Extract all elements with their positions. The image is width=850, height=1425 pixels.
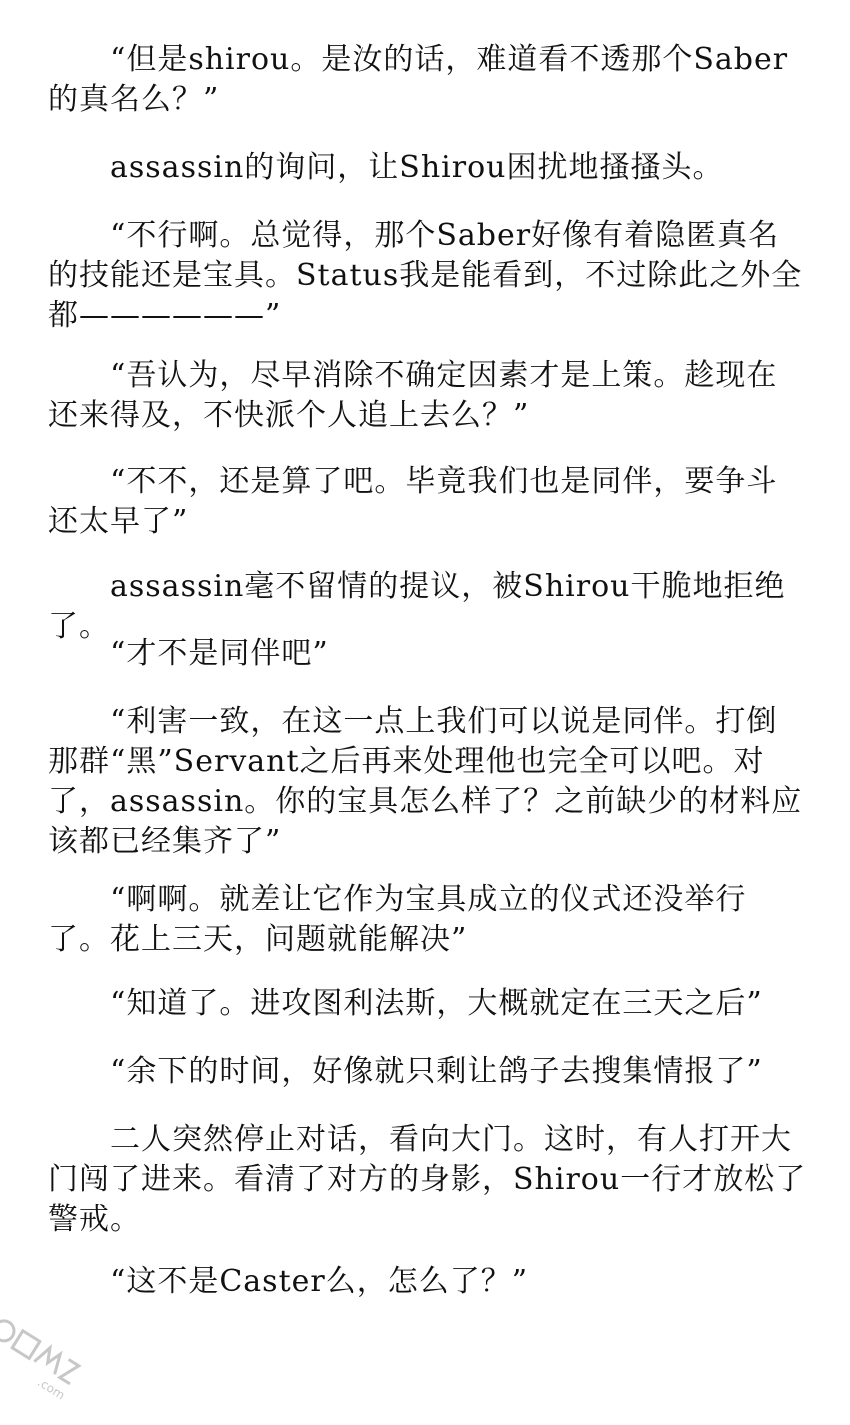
paragraph-13: “这不是Caster么，怎么了？” bbox=[110, 1264, 529, 1299]
paragraph-4: “吾认为，尽早消除不确定因素才是上策。趁现在还来得及，不快派个人追上去么？” bbox=[48, 358, 778, 433]
paragraph-7: “才不是同伴吧” bbox=[110, 636, 329, 671]
watermark-suffix: .com bbox=[35, 1374, 68, 1403]
paragraph-11: “余下的时间，好像就只剩让鸽子去搜集情报了” bbox=[110, 1054, 763, 1089]
watermark-icon bbox=[0, 1298, 110, 1421]
watermark-logo bbox=[0, 1298, 110, 1421]
paragraph-1: “但是shirou。是汝的话，难道看不透那个Saber的真名么？” bbox=[48, 42, 789, 117]
paragraph-10: “知道了。进攻图利法斯，大概就定在三天之后” bbox=[110, 986, 763, 1021]
paragraph-5: “不不，还是算了吧。毕竟我们也是同伴，要争斗还太早了” bbox=[48, 464, 778, 539]
paragraph-12: 二人突然停止对话，看向大门。这时，有人打开大门闯了进来。看清了对方的身影，Shirou一行才放松了警戒。 bbox=[48, 1122, 807, 1237]
paragraph-9: “啊啊。就差让它作为宝具成立的仪式还没举行了。花上三天，问题就能解决” bbox=[48, 882, 747, 957]
paragraph-8: “利害一致，在这一点上我们可以说是同伴。打倒那群“黑”Servant之后再来处理他也完全可以吧。对了，assassin。你的宝具怎么样了？之前缺少的材料应该都已经集齐了” bbox=[48, 704, 803, 859]
paragraph-3: “不行啊。总觉得，那个Saber好像有着隐匿真名的技能还是宝具。Status我是能看到，不过除此之外全都——————” bbox=[48, 218, 803, 333]
paragraph-2: assassin的询问，让Shirou困扰地搔搔头。 bbox=[110, 150, 724, 185]
paragraph-6: assassin毫不留情的提议，被Shirou干脆地拒绝了。 bbox=[48, 569, 786, 644]
